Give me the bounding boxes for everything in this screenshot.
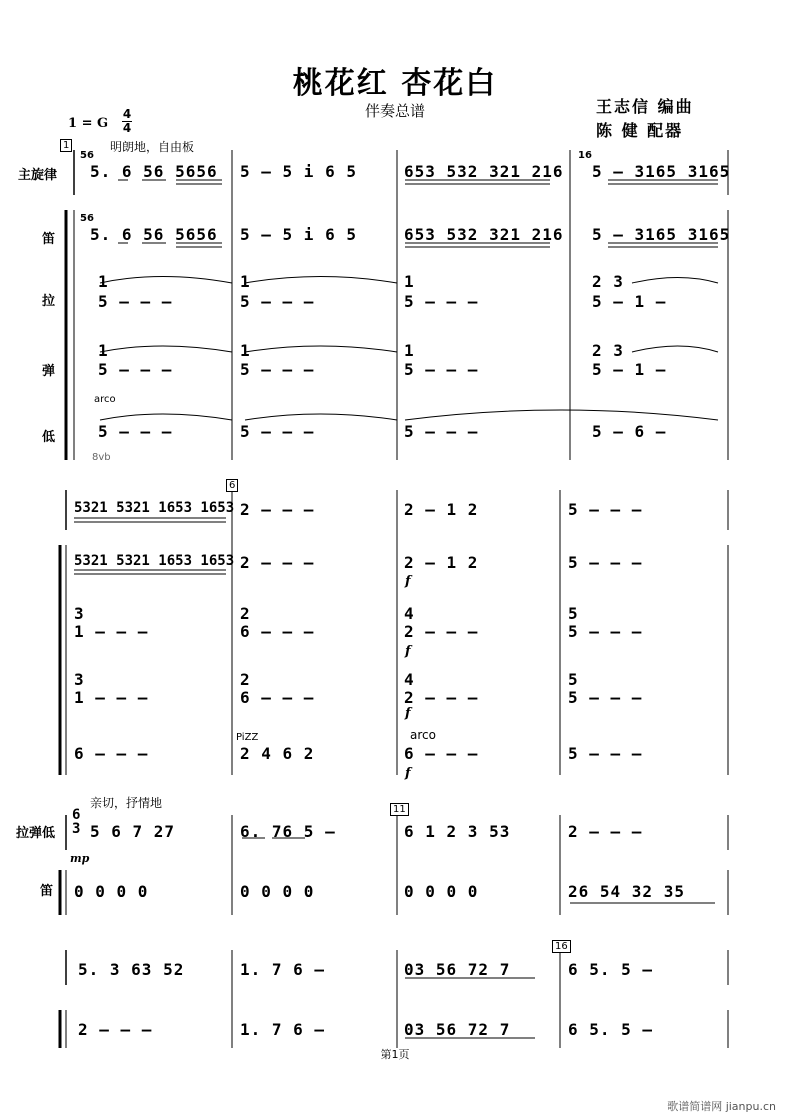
sys2-la-m2: 6 – – – [240, 622, 315, 641]
sys3-flute-m1: 0 0 0 0 [74, 882, 149, 901]
sys1-flute-m4: 5 – 3165 3165 [592, 225, 731, 244]
sys1-dan-m2: 5 – – – [240, 360, 315, 379]
forte-mark-1: f [405, 574, 411, 589]
sys4-lower-m2: 1. 7 6 – [240, 1020, 326, 1039]
sys1-la-top-m1: 1 [98, 272, 109, 291]
sys3-ladandi-m3: 6 1 2 3 53 [404, 822, 511, 841]
grace-note-1: 56 [80, 150, 94, 161]
sys2-dan-top-m4: 5 [568, 670, 579, 689]
grace-note-2: 16 [578, 150, 592, 161]
grace-note-3: 56 [80, 213, 94, 224]
sys1-di-m1: 5 – – – [98, 422, 173, 441]
sys1-dan-top-m2: 1 [240, 341, 251, 360]
sys2-melody-m2: 2 – – – [240, 500, 315, 519]
sys4-upper-m3: 03 56 72 7 [404, 960, 511, 979]
sys1-la-m1: 5 – – – [98, 292, 173, 311]
sys3-ladandi-m4: 2 – – – [568, 822, 643, 841]
sys2-dan-top-m2: 2 [240, 670, 251, 689]
mezzo-piano-mark: mp [70, 852, 90, 865]
sys2-flute-m3: 2 – 1 2 [404, 553, 479, 572]
sys3-chord: 6 3 [72, 807, 82, 837]
instrument-flute: 笛 [42, 232, 56, 247]
instrument-main-melody: 主旋律 [18, 168, 58, 183]
sys4-lower-m4: 6 5. 5 – [568, 1020, 654, 1039]
arranger-credit: 陈 健 配器 [596, 121, 684, 140]
sys2-la-top-m1: 3 [74, 604, 85, 623]
site-watermark: 歌谱简谱网 jianpu.cn [667, 1100, 776, 1113]
sys2-dan-m2: 6 – – – [240, 688, 315, 707]
forte-mark-4: f [405, 766, 411, 781]
octave-marking: 8vb [92, 452, 111, 463]
sys2-dan-top-m1: 3 [74, 670, 85, 689]
expression-intro: 明朗地，自由板 [110, 140, 195, 154]
sys1-di-m2: 5 – – – [240, 422, 315, 441]
sys4-upper-m4: 6 5. 5 – [568, 960, 654, 979]
sys2-flute-m1: 5321 5321 1653 1653 [74, 553, 235, 569]
page-number: 第1页 [380, 1048, 410, 1061]
instrument-la: 拉 [42, 294, 56, 309]
sys3-ladandi-m1: 5 6 7 27 [90, 822, 176, 841]
instrument-di: 低 [42, 430, 56, 445]
sys1-la-top-m2: 1 [240, 272, 251, 291]
time-signature [122, 108, 132, 135]
sys1-dan-m1: 5 – – – [98, 360, 173, 379]
sys1-la-top-m3: 1 [404, 272, 415, 291]
sys1-dan-m3: 5 – – – [404, 360, 479, 379]
sys2-dan-m4: 5 – – – [568, 688, 643, 707]
sys2-melody-m4: 5 – – – [568, 500, 643, 519]
instrument-flute-2: 笛 [40, 884, 54, 899]
meter-bottom: 4 [122, 121, 132, 135]
forte-mark-3: f [405, 706, 411, 721]
sys3-flute-m4: 26 54 32 35 [568, 882, 685, 901]
rehearsal-mark-16: 16 [552, 940, 571, 953]
meter-top: 4 [122, 107, 132, 121]
score-subtitle: 伴奏总谱 [364, 102, 425, 120]
arco-marking: arco [94, 394, 116, 405]
instrument-dan: 弹 [42, 364, 56, 379]
sys1-melody-m3: 653 532 321 216 [404, 162, 564, 181]
sys1-dan-top-m4: 2 3 [592, 341, 624, 360]
forte-mark-2: f [405, 644, 411, 659]
key-signature: 1 = G [68, 116, 109, 131]
sys1-flute-m3: 653 532 321 216 [404, 225, 564, 244]
sys2-la-top-m4: 5 [568, 604, 579, 623]
sys2-la-m4: 5 – – – [568, 622, 643, 641]
sys2-di-m2: 2 4 6 2 [240, 744, 315, 763]
sys1-dan-top-m1: 1 [98, 341, 109, 360]
sys2-flute-m2: 2 – – – [240, 553, 315, 572]
rehearsal-mark-1: 1 [60, 139, 72, 152]
sys1-flute-m1: 5. 6 56 5656 [90, 225, 218, 244]
rehearsal-mark-6: 6 [226, 479, 238, 492]
arco-marking-2: arco [410, 728, 436, 742]
sys1-la-m4: 5 – 1 – [592, 292, 667, 311]
sys2-di-m1: 6 – – – [74, 744, 149, 763]
sys1-dan-m4: 5 – 1 – [592, 360, 667, 379]
sys1-melody-m4: 5 – 3165 3165 [592, 162, 731, 181]
sys1-la-top-m4: 2 3 [592, 272, 624, 291]
pizz-marking: PiZZ [236, 732, 259, 743]
rehearsal-mark-11: 11 [390, 803, 409, 816]
sys2-la-top-m2: 2 [240, 604, 251, 623]
sys4-lower-m3: 03 56 72 7 [404, 1020, 511, 1039]
sys3-ladandi-m2: 6. 76 5 – [240, 822, 336, 841]
sys1-dan-top-m3: 1 [404, 341, 415, 360]
sys1-la-m3: 5 – – – [404, 292, 479, 311]
song-title: 桃花红 杏花白 [292, 66, 498, 101]
sys3-flute-m3: 0 0 0 0 [404, 882, 479, 901]
sys2-dan-m3: 2 – – – [404, 688, 479, 707]
sys1-la-m2: 5 – – – [240, 292, 315, 311]
sys2-dan-m1: 1 – – – [74, 688, 149, 707]
sys2-di-m4: 5 – – – [568, 744, 643, 763]
sys2-melody-m3: 2 – 1 2 [404, 500, 479, 519]
sys4-upper-m2: 1. 7 6 – [240, 960, 326, 979]
composer-credit: 王志信 编曲 [596, 97, 694, 116]
sys2-la-m3: 2 – – – [404, 622, 479, 641]
instrument-la-dan-di: 拉弹低 [16, 826, 56, 841]
sys1-di-m3: 5 – – – [404, 422, 479, 441]
sys2-dan-top-m3: 4 [404, 670, 415, 689]
expression-second: 亲切，抒情地 [90, 796, 163, 810]
sys2-di-m3: 6 – – – [404, 744, 479, 763]
sys3-flute-m2: 0 0 0 0 [240, 882, 315, 901]
sys4-lower-m1: 2 – – – [78, 1020, 153, 1039]
sys1-melody-m1: 5. 6 56 5656 [90, 162, 218, 181]
sys2-la-m1: 1 – – – [74, 622, 149, 641]
sys2-melody-m1: 5321 5321 1653 1653 [74, 500, 235, 516]
sys1-melody-m2: 5 – 5 i 6 5 [240, 162, 357, 181]
sys2-flute-m4: 5 – – – [568, 553, 643, 572]
sys4-upper-m1: 5. 3 63 52 [78, 960, 185, 979]
sys1-flute-m2: 5 – 5 i 6 5 [240, 225, 357, 244]
sys2-la-top-m3: 4 [404, 604, 415, 623]
sys1-di-m4: 5 – 6 – [592, 422, 667, 441]
